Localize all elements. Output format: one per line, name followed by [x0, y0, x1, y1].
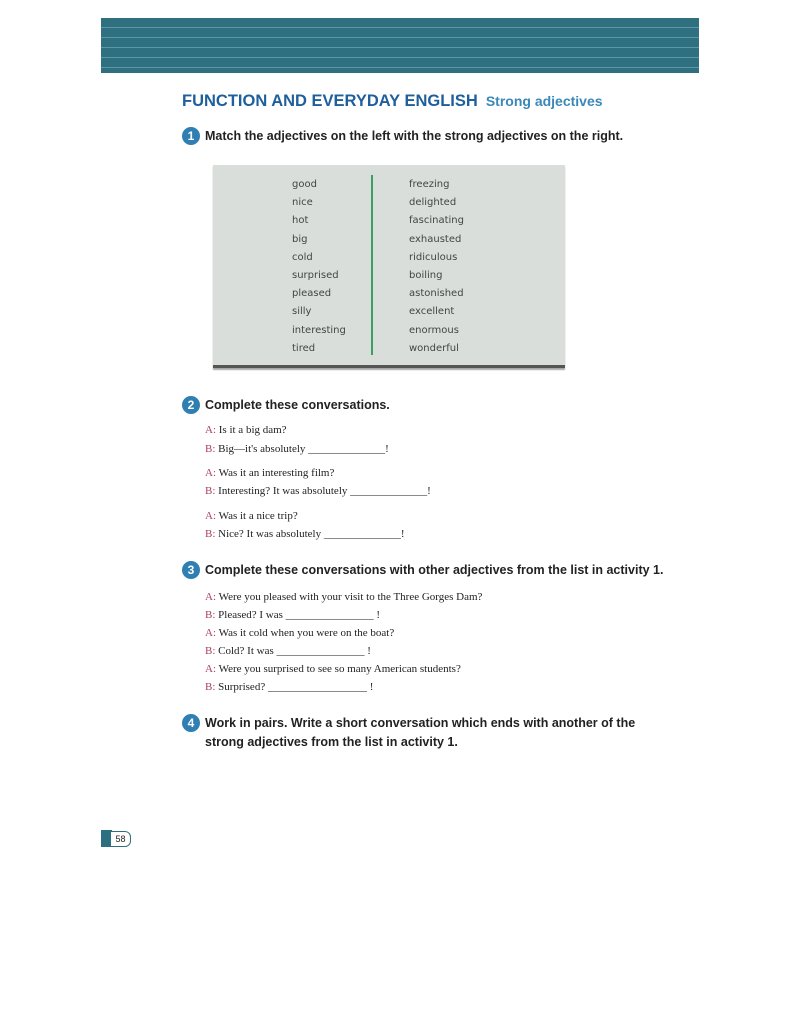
activity-3-instruction: Complete these conversations with other adjectives from the list in activity 1. [205, 563, 664, 577]
activity-2-instruction: Complete these conversations. [205, 398, 390, 412]
adjective-item: tired [292, 342, 316, 354]
section-subtitle: Strong adjectives [485, 93, 603, 109]
adjectives-card [213, 165, 565, 368]
adjective-item: pleased [292, 288, 332, 300]
page-number: 58 [110, 831, 131, 847]
dialogue-line: A: Was it an interesting film? [205, 467, 335, 479]
strong-adjective-item: wonderful [409, 342, 459, 354]
adjective-item: good [292, 179, 317, 190]
strong-adjective-item: ridiculous [409, 251, 458, 263]
dialogue-line: A: Was it cold when you were on the boat? [205, 627, 395, 639]
adjective-item: interesting [292, 324, 346, 336]
adjective-item: nice [292, 197, 313, 209]
strong-adjective-item: boiling [409, 269, 443, 281]
strong-adjective-item: astonished [409, 288, 464, 300]
dialogue-line: B: Cold? It was ________________ ! [205, 645, 371, 657]
dialogue-line: A: Were you pleased with your visit to the Three Gorges Dam? [205, 591, 483, 603]
dialogue-line: A: Is it a big dam? [205, 424, 287, 436]
dialogue-line: B: Surprised? __________________ ! [205, 681, 374, 693]
strong-adjective-item: delighted [409, 197, 457, 209]
column-divider [371, 175, 373, 355]
page-title [182, 92, 603, 111]
activity-4-instruction-line2: strong adjectives from the list in activity 1. [205, 735, 458, 749]
adjective-item: surprised [292, 269, 339, 281]
activity-2-number: 2 [182, 396, 200, 414]
adjective-item: hot [292, 215, 309, 227]
adjective-item: silly [292, 306, 312, 318]
dialogue-line: A: Was it a nice trip? [205, 510, 298, 522]
activity-1-number: 1 [182, 127, 200, 145]
strong-adjective-item: fascinating [409, 215, 464, 227]
section-title: FUNCTION AND EVERYDAY ENGLISH [182, 92, 478, 110]
strong-adjectives-list [409, 176, 464, 358]
dialogue-line: B: Nice? It was absolutely ______________! [205, 528, 405, 540]
page-number-badge [101, 830, 131, 847]
strong-adjective-item: excellent [409, 306, 455, 318]
activity-4-number: 4 [182, 714, 200, 732]
adjective-item: big [292, 233, 308, 245]
dialogue-line: B: Interesting? It was absolutely ______________! [205, 485, 431, 497]
dialogue-line: B: Big—it's absolutely ______________! [205, 443, 389, 455]
dialogue-line: B: Pleased? I was ________________ ! [205, 609, 381, 621]
dialogue-line: A: Were you surprised to see so many American students? [205, 663, 461, 675]
adjective-item: cold [292, 251, 313, 263]
strong-adjective-item: enormous [409, 324, 459, 336]
activity-3-number: 3 [182, 561, 200, 579]
basic-adjectives-list [292, 176, 346, 358]
activity-1-instruction: Match the adjectives on the left with the strong adjectives on the right. [205, 129, 624, 143]
strong-adjective-item: freezing [409, 179, 450, 190]
activity-4-instruction-line1: Work in pairs. Write a short conversation which ends with another of the [205, 716, 636, 730]
header-banner [101, 18, 699, 73]
strong-adjective-item: exhausted [409, 233, 462, 245]
